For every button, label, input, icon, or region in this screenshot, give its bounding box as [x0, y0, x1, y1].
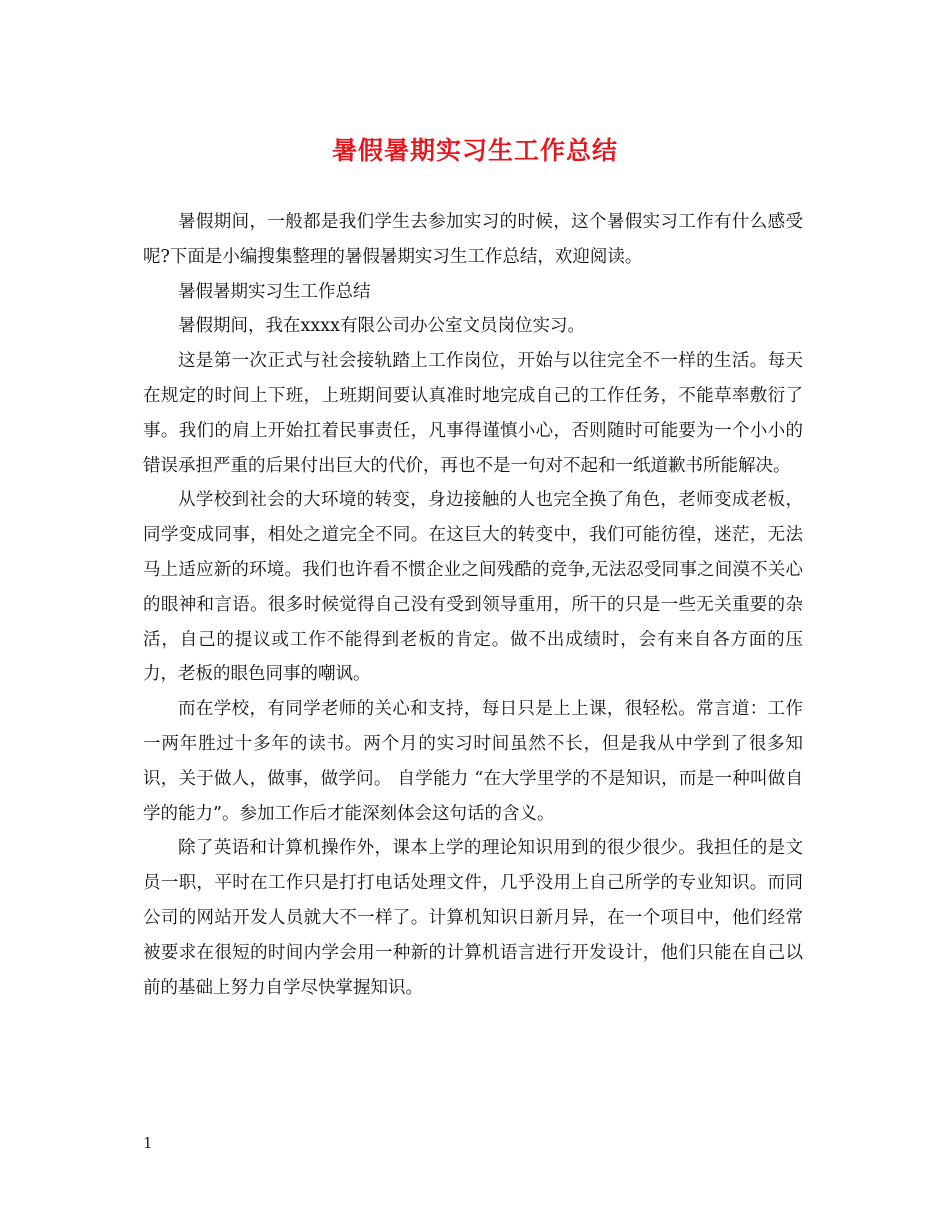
paragraph-school-life: 而在学校，有同学老师的关心和支持，每日只是上上课，很轻松。常言道：工作一两年胜过十多年的读书。两个月的实习时间虽然不长，但是我从中学到了很多知识，关于做人，做事，做学问。 自学能力 “在大学里学的不是知识，而是一种叫做自学的能力”。参加工作后才能深刻体会这句话的含义。 — [143, 699, 803, 824]
page-number: 1 — [143, 1134, 153, 1152]
document-body — [143, 205, 803, 1005]
paragraph-subheading: 暑假暑期实习生工作总结 — [178, 281, 371, 302]
paragraph-knowledge: 除了英语和计算机操作外，课本上学的理论知识用到的很少很少。我担任的是文员一职，平时在工作只是打打电话处理文件，几乎没用上自己所学的专业知识。而同公司的网站开发人员就大不一样了。计算机知识日新月异，在一个项目中，他们经常被要求在很短的时间内学会用一种新的计算机语言进行开发设计，他们只能在自己以前的基础上努力自学尽快掌握知识。 — [143, 838, 803, 998]
paragraph-school-to-society: 从学校到社会的大环境的转变，身边接触的人也完全换了角色，老师变成老板，同学变成同事，相处之道完全不同。在这巨大的转变中，我们可能彷徨，迷茫，无法马上适应新的环境。我们也许看不惯企业之间残酷的竞争,无法忍受同事之间漠不关心的眼神和言语。很多时候觉得自己没有受到领导重用，所干的只是一些无关重要的杂活，自己的提议或工作不能得到老板的肯定。做不出成绩时，会有来自各方面的压力，老板的眼色同事的嘲讽。 — [143, 490, 803, 685]
paragraph-internship-position: 暑假期间，我在xxxx有限公司办公室文员岗位实习。 — [178, 316, 585, 337]
paragraph-intro: 暑假期间，一般都是我们学生去参加实习的时候，这个暑假实习工作有什么感受呢?下面是小编搜集整理的暑假暑期实习生工作总结，欢迎阅读。 — [143, 212, 803, 267]
document-title: 暑假暑期实习生工作总结 — [331, 136, 618, 165]
paragraph-first-job: 这是第一次正式与社会接轨踏上工作岗位，开始与以往完全不一样的生活。每天在规定的时间上下班，上班期间要认真准时地完成自己的工作任务，不能草率敷衍了事。我们的肩上开始扛着民事责任，凡事得谨慎小心，否则随时可能要为一个小小的错误承担严重的后果付出巨大的代价，再也不是一句对不起和一纸道歉书所能解决。 — [143, 351, 803, 476]
